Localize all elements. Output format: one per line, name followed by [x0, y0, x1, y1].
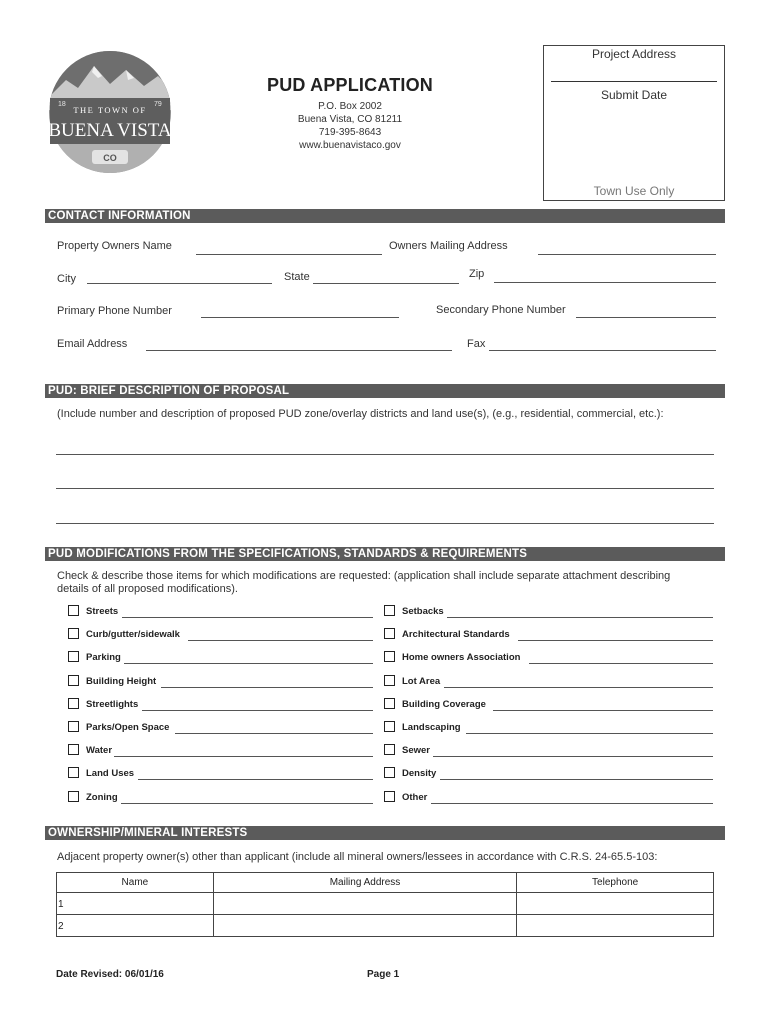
label-water: Water [86, 745, 113, 756]
project-address-field[interactable] [551, 81, 717, 82]
row-number-1[interactable] [57, 893, 214, 915]
label-architectural-standards: Architectural Standards [402, 629, 510, 640]
checkbox-other[interactable] [384, 791, 395, 802]
owners-mailing-address-label: Owners Mailing Address [389, 240, 508, 252]
secondary-phone-field[interactable] [576, 317, 716, 318]
checkbox-curb-gutter-sidewalk[interactable] [68, 628, 79, 639]
field-building-height[interactable] [161, 687, 373, 688]
row-number-2[interactable] [57, 915, 214, 937]
modifications-instructions-line2: details of all proposed modifications). [57, 583, 238, 595]
field-water[interactable] [114, 756, 373, 757]
section-brief-description: PUD: BRIEF DESCRIPTION OF PROPOSAL [45, 384, 725, 398]
checkbox-streetlights[interactable] [68, 698, 79, 709]
ownership-instructions: Adjacent property owner(s) other than applicant (include all mineral owners/lessees in accordance with C.R.S. 24-65.5-103: [57, 851, 658, 863]
row-number-label: 1 [58, 899, 64, 910]
checkbox-streets[interactable] [68, 605, 79, 616]
email-field[interactable] [146, 350, 452, 351]
field-lot-area[interactable] [444, 687, 713, 688]
column-header-mailing-address: Mailing Address [213, 873, 517, 893]
proposal-instructions: (Include number and description of proposed PUD zone/overlay districts and land use(s), (e.g., residential, commercial, etc.): [57, 408, 664, 420]
field-streetlights[interactable] [142, 710, 373, 711]
label-parks-open-space: Parks/Open Space [86, 722, 170, 733]
section-pud-modifications: PUD MODIFICATIONS FROM THE SPECIFICATIONS, STANDARDS & REQUIREMENTS [45, 547, 725, 561]
address-city: Buena Vista, CO 81211 [297, 114, 403, 125]
label-streetlights: Streetlights [86, 699, 139, 710]
project-address-label: Project Address [591, 47, 677, 61]
logo-state: CO [103, 153, 117, 163]
town-use-only-label: Town Use Only [593, 184, 675, 198]
field-density[interactable] [440, 779, 713, 780]
table-header-row [57, 873, 714, 893]
label-sewer: Sewer [402, 745, 430, 756]
label-land-uses: Land Uses [86, 768, 135, 779]
label-lot-area: Lot Area [402, 676, 441, 687]
state-label: State [284, 271, 310, 283]
checkbox-land-uses[interactable] [68, 767, 79, 778]
field-parks-open-space[interactable] [175, 733, 373, 734]
label-setbacks: Setbacks [402, 606, 444, 617]
checkbox-density[interactable] [384, 767, 395, 778]
field-landscaping[interactable] [466, 733, 713, 734]
checkbox-water[interactable] [68, 744, 79, 755]
row-1-telephone[interactable] [517, 893, 714, 915]
primary-phone-label: Primary Phone Number [57, 305, 172, 317]
row-1-mailing-address[interactable] [213, 893, 517, 915]
label-density: Density [402, 768, 437, 779]
logo-year-left: 18 [58, 101, 66, 108]
field-zoning[interactable] [121, 803, 373, 804]
fax-field[interactable] [489, 350, 716, 351]
label-other: Other [402, 792, 428, 803]
checkbox-lot-area[interactable] [384, 675, 395, 686]
section-contact-information: CONTACT INFORMATION [45, 209, 725, 223]
secondary-phone-label: Secondary Phone Number [436, 304, 566, 316]
logo-year-right: 79 [154, 101, 162, 108]
row-2-telephone[interactable] [517, 915, 714, 937]
label-home-owners-association: Home owners Association [402, 652, 521, 663]
label-building-coverage: Building Coverage [402, 699, 486, 710]
table-row [57, 915, 714, 937]
footer-date-revised: Date Revised: 06/01/16 [56, 969, 164, 980]
adjacent-owners-table [56, 872, 714, 937]
checkbox-setbacks[interactable] [384, 605, 395, 616]
property-owners-name-label: Property Owners Name [57, 240, 172, 252]
town-logo [48, 50, 172, 174]
checkbox-architectural-standards[interactable] [384, 628, 395, 639]
address-po-box: P.O. Box 2002 [318, 101, 382, 112]
address-website: www.buenavistaco.gov [299, 140, 401, 151]
column-header-telephone: Telephone [517, 873, 714, 893]
address-phone: 719-395-8643 [318, 127, 382, 138]
proposal-line-2[interactable] [56, 488, 714, 489]
property-owners-name-field[interactable] [196, 254, 382, 255]
label-building-height: Building Height [86, 676, 157, 687]
field-architectural-standards[interactable] [518, 640, 713, 641]
checkbox-landscaping[interactable] [384, 721, 395, 732]
email-label: Email Address [57, 338, 128, 350]
proposal-line-1[interactable] [56, 454, 714, 455]
logo-top-text: THE TOWN OF [73, 105, 147, 115]
primary-phone-field[interactable] [201, 317, 399, 318]
checkbox-parking[interactable] [68, 651, 79, 662]
modifications-instructions-line1: Check & describe those items for which modifications are requested: (application shall include separate attachment describing [57, 570, 671, 582]
table-row [57, 893, 714, 915]
label-curb-gutter-sidewalk: Curb/gutter/sidewalk [86, 629, 180, 640]
logo-name: BUENA VISTA [48, 120, 172, 141]
label-streets: Streets [86, 606, 119, 617]
section-ownership-mineral-interests: OWNERSHIP/MINERAL INTERESTS [45, 826, 725, 840]
page-title: PUD APPLICATION [266, 75, 433, 95]
label-parking: Parking [86, 652, 121, 663]
row-2-mailing-address[interactable] [213, 915, 517, 937]
field-other[interactable] [431, 803, 713, 804]
state-field[interactable] [313, 283, 459, 284]
zip-label: Zip [469, 268, 485, 280]
owners-mailing-address-field[interactable] [538, 254, 716, 255]
fax-label: Fax [467, 338, 486, 350]
checkbox-parks-open-space[interactable] [68, 721, 79, 732]
zip-field[interactable] [494, 282, 716, 283]
city-label: City [57, 273, 76, 285]
label-landscaping: Landscaping [402, 722, 461, 733]
field-land-uses[interactable] [138, 779, 373, 780]
checkbox-building-height[interactable] [68, 675, 79, 686]
column-header-name: Name [57, 873, 214, 893]
row-number-label: 2 [58, 921, 64, 932]
field-streets[interactable] [122, 617, 373, 618]
field-building-coverage[interactable] [493, 710, 713, 711]
field-home-owners-association[interactable] [529, 663, 713, 664]
field-curb-gutter-sidewalk[interactable] [188, 640, 373, 641]
proposal-line-3[interactable] [56, 523, 714, 524]
town-use-box [543, 45, 725, 201]
checkbox-building-coverage[interactable] [384, 698, 395, 709]
field-setbacks[interactable] [447, 617, 713, 618]
checkbox-home-owners-association[interactable] [384, 651, 395, 662]
submit-date-label: Submit Date [600, 88, 668, 102]
field-sewer[interactable] [433, 756, 713, 757]
label-zoning: Zoning [86, 792, 118, 803]
field-parking[interactable] [124, 663, 373, 664]
city-field[interactable] [87, 283, 272, 284]
checkbox-zoning[interactable] [68, 791, 79, 802]
checkbox-sewer[interactable] [384, 744, 395, 755]
footer-page-number: Page 1 [367, 969, 400, 980]
